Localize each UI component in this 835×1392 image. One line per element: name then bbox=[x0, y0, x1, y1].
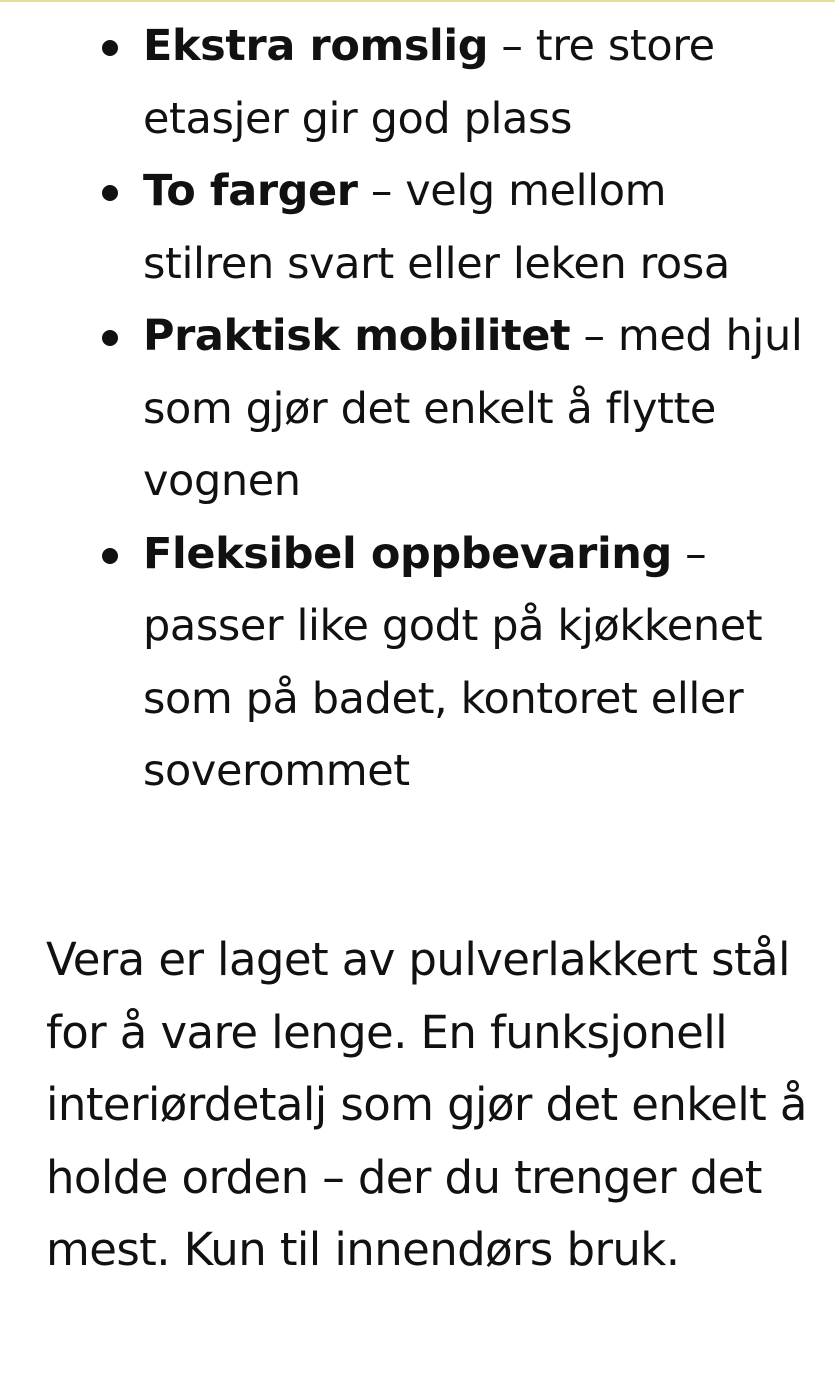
list-item bbox=[0, 155, 835, 300]
feature-title: Praktisk mobilitet bbox=[143, 311, 571, 361]
feature-title: To farger bbox=[143, 166, 358, 216]
bullet-icon bbox=[102, 40, 118, 56]
list-item bbox=[0, 300, 835, 518]
feature-text: – tre store etasjer gir god plass bbox=[143, 21, 715, 144]
feature-text: – passer like godt på kjøkkenet som på badet, kontoret eller soverommet bbox=[143, 528, 763, 796]
top-divider bbox=[0, 0, 835, 2]
list-item bbox=[0, 518, 835, 808]
bullet-icon bbox=[102, 330, 118, 346]
feature-text: – velg mellom stilren svart eller leken rosa bbox=[143, 166, 730, 289]
feature-title: Ekstra romslig bbox=[143, 21, 489, 71]
product-description: Vera er laget av pulverlakkert stål for å vare lenge. En funksjonell interiørdetalj som gjør det enkelt å holde orden – der du trenger det mest. Kun til innendørs bruk. bbox=[46, 933, 807, 1276]
list-item bbox=[0, 10, 835, 155]
feature-list bbox=[0, 10, 835, 808]
bullet-icon bbox=[102, 185, 118, 201]
feature-text: – med hjul som gjør det enkelt å flytte vognen bbox=[143, 311, 803, 506]
feature-title: Fleksibel oppbevaring bbox=[143, 528, 672, 579]
bullet-icon bbox=[102, 548, 118, 564]
